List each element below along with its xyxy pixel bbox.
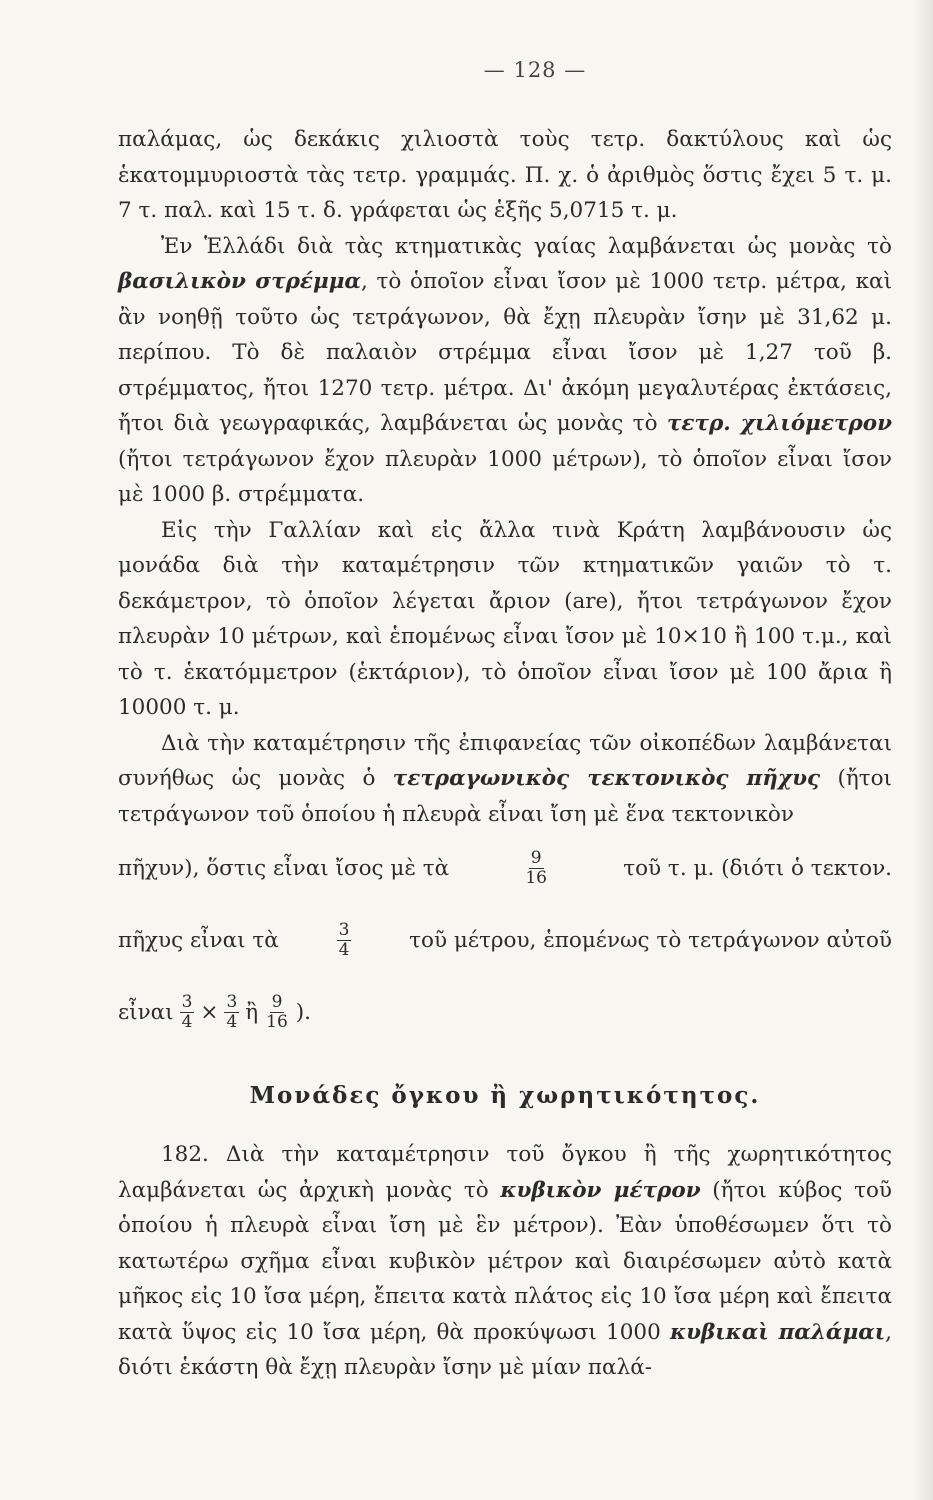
numerator: 9: [271, 991, 283, 1012]
text-span: ἢ: [245, 999, 259, 1025]
paragraph-182: [118, 1137, 892, 1386]
fraction-3-4-b: [224, 993, 239, 1032]
fraction-3-4: [337, 921, 352, 960]
text-span: Διὰ τὴν καταμέτρησιν τῆς ἐπιφανείας τῶν οἰκοπέδων λαμβάνεται συνήθως ὡς μονὰς ὁ: [118, 730, 892, 791]
section-heading: Μονάδες ὄγκου ἢ χωρητικότητος.: [249, 1082, 761, 1109]
term-kyvikai-palamai: κυβικαὶ παλάμαι: [669, 1319, 886, 1345]
numerator: 9: [530, 847, 542, 868]
page-number: — 128 —: [483, 58, 587, 82]
page-edge-shadow: [913, 0, 933, 1500]
term-tektonikos-pichys: τετραγωνικὸς τεκτονικὸς πῆχυς: [392, 766, 821, 791]
text-span: εἶναι: [118, 999, 174, 1025]
text-span: , διότι ἑκάστη θὰ ἔχῃ πλευρὰν ἴσην μὲ μίαν παλά-: [118, 1319, 892, 1380]
text-span: Ἐν Ἑλλάδι διὰ τὰς κτηματικὰς γαίας λαμβάνεται ὡς μονὰς τὸ: [161, 233, 892, 259]
fraction-9-16: [523, 849, 549, 888]
fraction-line-1: [118, 832, 892, 904]
numerator: 3: [226, 991, 238, 1012]
term-vasilikon-stremma: βασιλικὸν στρέμμα: [118, 269, 361, 294]
text-span: τοῦ τ. μ. (διότι ὁ τεκτον.: [623, 855, 892, 881]
fraction-9-16-b: [264, 993, 290, 1032]
numerator: 3: [338, 919, 350, 940]
paragraph-3: Εἰς τὴν Γαλλίαν καὶ εἰς ἄλλα τινὰ Κράτη λαμβάνουσιν ὡς μονάδα διὰ τὴν καταμέτρησιν τῶν κτηματικῶν γαιῶν τὸ τ. δεκάμετρον, τὸ ὁποῖον λέγεται ἄριον (are), ἤτοι τετράγωνον ἔχον πλευρὰν 10 μέτρων, καὶ ἑπομένως εἶναι ἴσον μὲ 10×10 ἢ 100 τ.μ., καὶ τὸ τ. ἑκατόμμετρον (ἑκτάριον), τὸ ὁποῖον εἶναι ἴσον μὲ 100 ἄρια ἢ 10000 τ. μ.: [118, 517, 892, 720]
text-span: , τὸ ὁποῖον εἶναι ἴσον μὲ 1000 τετρ. μέτρα, καὶ ἂν νοηθῇ τοῦτο ὡς τετράγωνον, θὰ ἔχῃ πλευρὰν ἴσην μὲ 31,62 μ. περίπου. Τὸ δὲ παλαιὸν στρέμμα εἶναι ἴσον μὲ 1,27 τοῦ β. στρέμματος, ἤτοι 1270 τετρ. μέτρα. Δι' ἀκόμη μεγαλυτέρας ἐκτάσεις, ἤτοι διὰ γεωγραφικάς, λαμβάνεται ὡς μονὰς τὸ: [118, 269, 892, 436]
numerator: 3: [181, 991, 193, 1012]
paragraph-2: [118, 229, 892, 513]
term-tetr-chiliometron: τετρ. χιλιόμετρον: [666, 411, 892, 436]
text-span: 182. Διὰ τὴν καταμέτρησιν τοῦ ὄγκου ἢ τῆς χωρητικότητος λαμβάνεται ὡς ἀρχικὴ μονὰς τὸ: [118, 1142, 892, 1203]
denominator: 16: [266, 1011, 288, 1032]
denominator: 16: [525, 867, 547, 888]
denominator: 4: [338, 939, 350, 960]
fraction-line-2: [118, 904, 892, 976]
fraction-line-3: [118, 976, 892, 1048]
text-span: πῆχυν), ὅστις εἶναι ἴσος μὲ τὰ: [118, 855, 450, 881]
text-span: (ἤτοι κύβος τοῦ ὁποίου ἡ πλευρὰ εἶναι ἴση μὲ ἓν μέτρον). Ἐὰν ὑποθέσωμεν ὅτι τὸ κατωτέρω σχῆμα εἶναι κυβικὸν μέτρον καὶ διαιρέσωμεν αὐτὸ κατὰ μῆκος εἰς 10 ἴσα μέρη, ἔπειτα κατὰ πλάτος εἰς 10 ἴσα μέρη καὶ ἔπειτα κατὰ ὕψος εἰς 10 ἴσα μέρη, θὰ προκύψωσι 1000: [118, 1177, 893, 1345]
fraction-3-4-a: [180, 993, 195, 1032]
text-span: πῆχυς εἶναι τὰ: [118, 927, 279, 953]
times-sign: ×: [200, 999, 219, 1025]
text-span: ).: [295, 999, 312, 1025]
paragraph-1: παλάμας, ὡς δεκάκις χιλιοστὰ τοὺς τετρ. δακτύλους καὶ ὡς ἑκατομμυριοστὰ τὰς τετρ. γραμμάς. Π. χ. ὁ ἀριθμὸς ὅστις ἔχει 5 τ. μ. 7 τ. παλ. καὶ 15 τ. δ. γράφεται ὡς ἑξῆς 5,0715 τ. μ.: [118, 127, 892, 223]
paragraph-4: [118, 726, 892, 833]
denominator: 4: [181, 1011, 193, 1032]
book-page: [118, 58, 892, 1386]
term-kyvikon-metron: κυβικὸν μέτρον: [500, 1177, 701, 1203]
text-span: (ἤτοι τετράγωνον τοῦ ὁποίου ἡ πλευρὰ εἶναι ἴση μὲ ἕνα τεκτονικὸν: [118, 766, 892, 827]
text-span: τοῦ μέτρου, ἑπομένως τὸ τετράγωνον αὐτοῦ: [409, 927, 892, 953]
denominator: 4: [226, 1011, 238, 1032]
text-span: (ἤτοι τετράγωνον ἔχον πλευρὰν 1000 μέτρων), τὸ ὁποῖον εἶναι ἴσον μὲ 1000 β. στρέμματα.: [118, 446, 892, 507]
